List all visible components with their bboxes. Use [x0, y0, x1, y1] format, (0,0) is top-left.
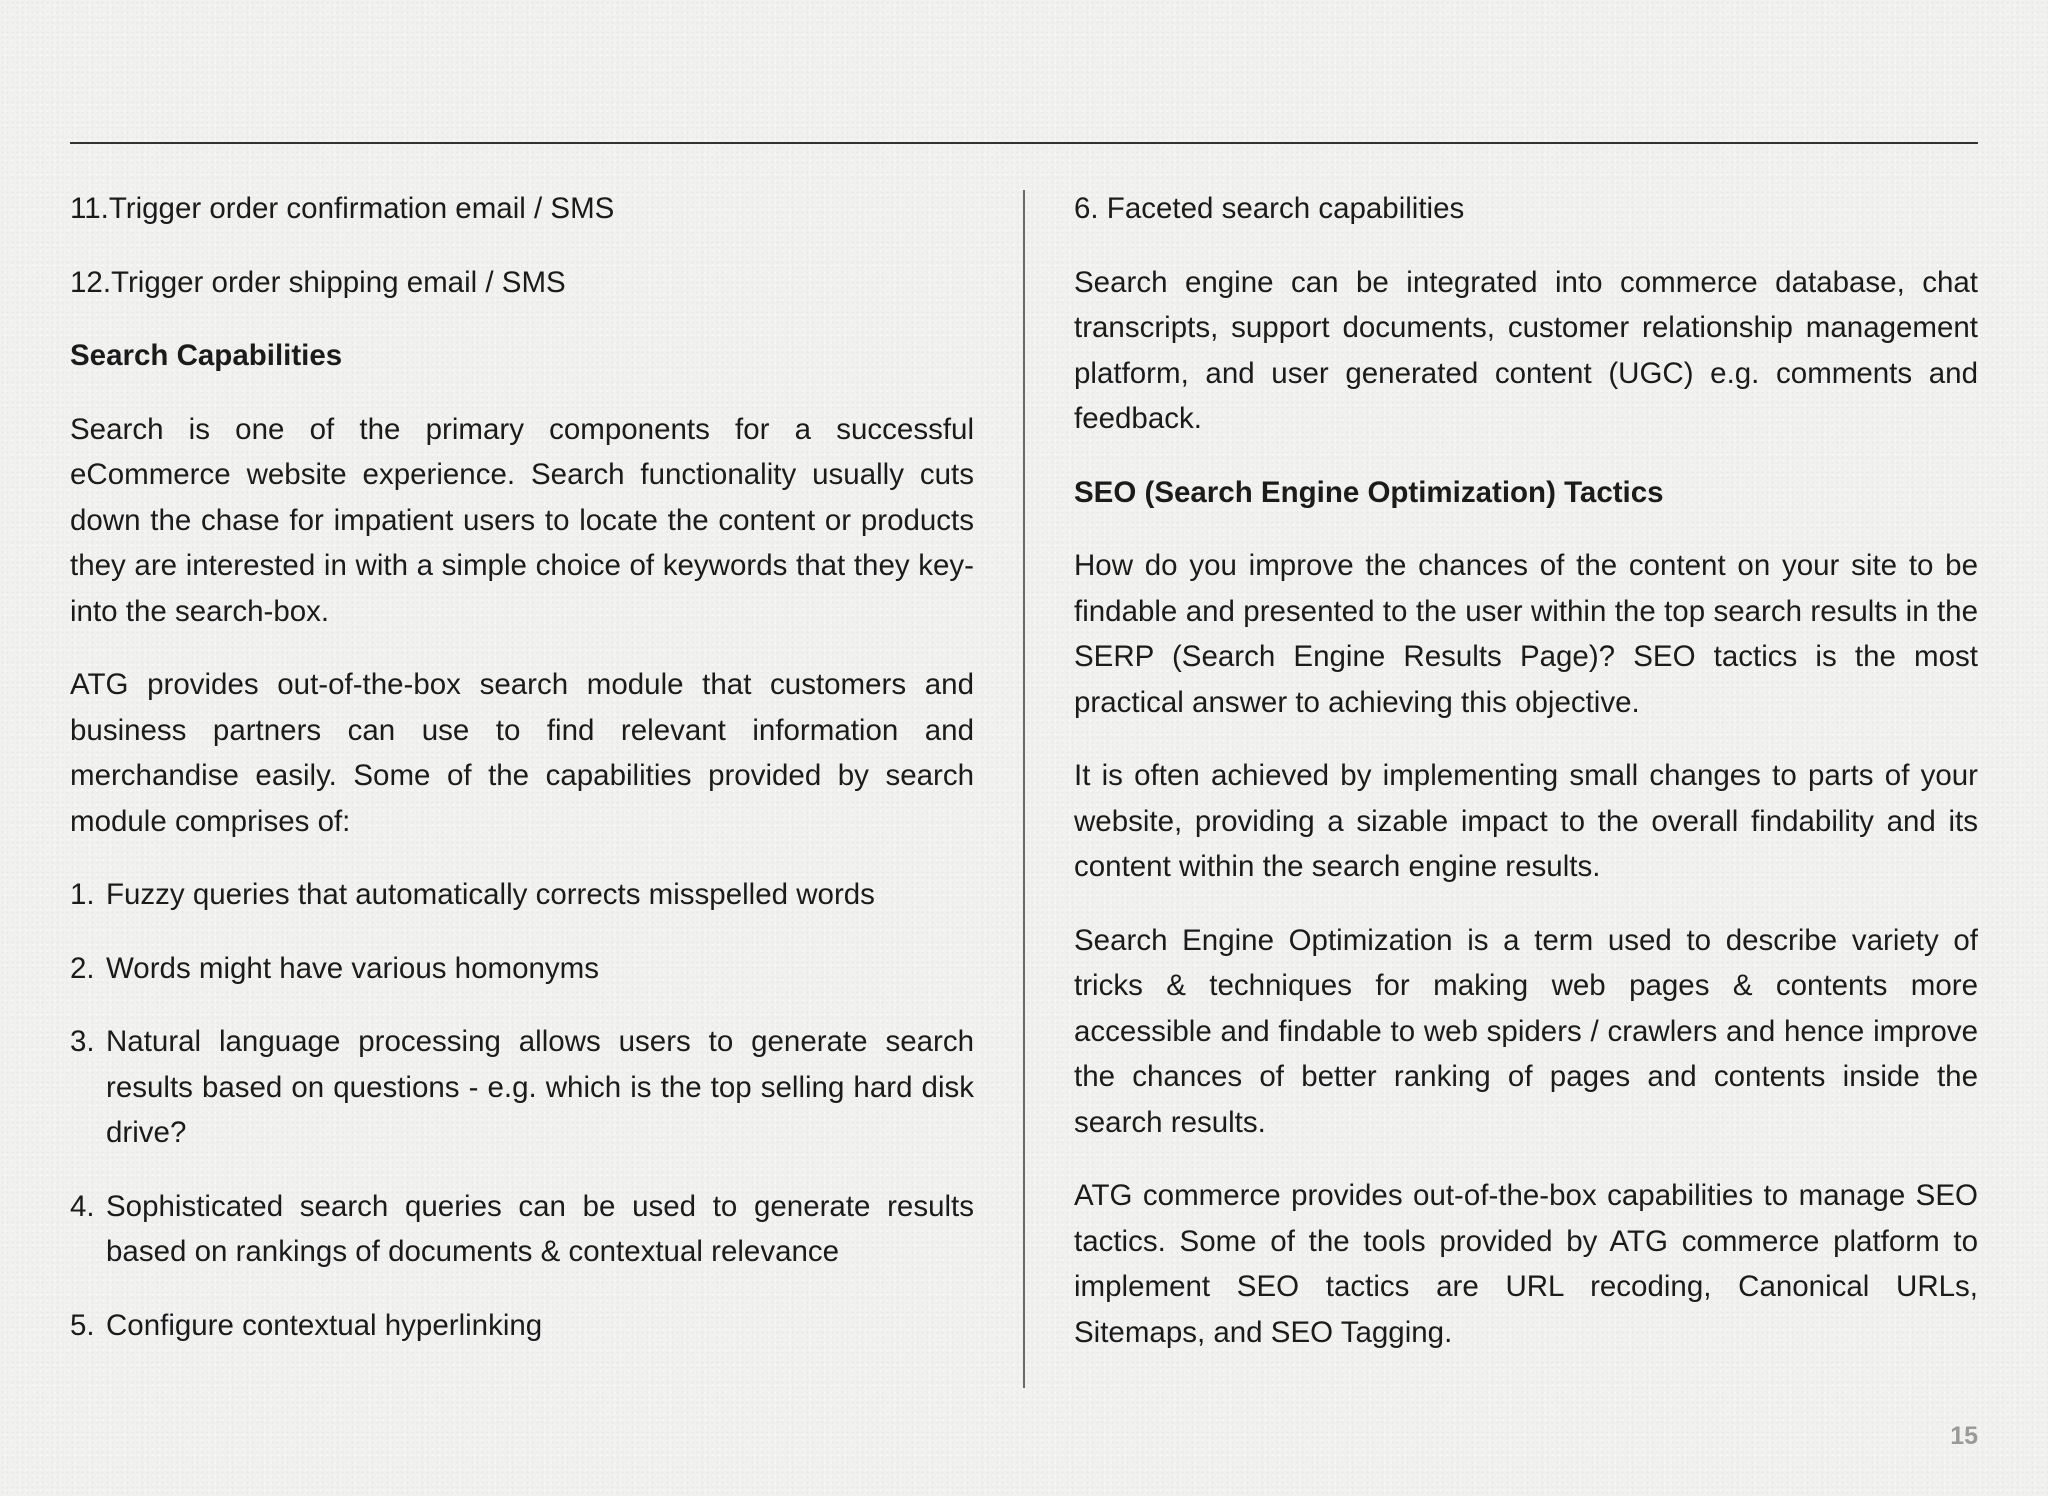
list-item-6: 6. Faceted search capabilities: [1074, 192, 1465, 225]
list-item-number: 3.: [70, 1025, 95, 1058]
list-item-number: 2.: [70, 951, 95, 985]
list-item-number: 12.: [70, 265, 112, 299]
section-heading-seo-tactics: SEO (Search Engine Optimization) Tactics: [1074, 475, 1664, 509]
paragraph: Search Engine Optimization is a term used to describe variety of tricks & techniques for making web pages & contents more accessible and findable to web spiders / crawlers and hence improve the chances of better ranking of pages and contents inside the search results.: [1074, 923, 1978, 1139]
list-item-number: 4.: [70, 1189, 95, 1223]
list-item: [70, 1303, 974, 1349]
paragraph: ATG commerce provides out-of-the-box capabilities to manage SEO tactics. Some of the tools provided by ATG commerce platform to implement SEO tactics are URL recoding, Canonical URLs, Sitemaps, and SEO Tagging.: [1074, 1179, 1978, 1349]
top-rule: [70, 142, 1978, 144]
list-item-11: [70, 186, 974, 232]
paragraph: ATG provides out-of-the-box search module that customers and business partners can use to find relevant information and merchandise easily. Some of the capabilities provided by search module comprises of:: [70, 668, 974, 838]
section-heading-search-capabilities: Search Capabilities: [70, 339, 343, 372]
list-item-text: Trigger order confirmation email / SMS: [108, 192, 615, 225]
list-item-text: Configure contextual hyperlinking: [106, 1308, 543, 1342]
paragraph: Search engine can be integrated into commerce database, chat transcripts, support documents, customer relationship management platform, and user generated content (UGC) e.g. comments and feedback.: [1074, 265, 1978, 435]
list-item-text: Natural language processing allows users to generate search results based on questions - e.g. which is the top selling hard disk drive?: [106, 1025, 974, 1149]
left-column: [70, 186, 974, 1376]
column-divider: [1023, 190, 1025, 1388]
list-item: [70, 872, 974, 918]
list-item: [70, 1019, 974, 1156]
list-item-text: Sophisticated search queries can be used to generate results based on rankings of documents & contextual relevance: [106, 1189, 974, 1268]
list-item-12: [70, 260, 974, 306]
paragraph: Search is one of the primary components for a successful eCommerce website experience. Search functionality usually cuts down the chase for impatient users to locate the content or products they are interested in with a simple choice of keywords that they key-into the search-box.: [70, 412, 974, 628]
list-item-text: Fuzzy queries that automatically corrects misspelled words: [106, 878, 875, 911]
list-item-text: Words might have various homonyms: [106, 951, 599, 985]
list-item: [70, 1184, 974, 1275]
list-item-number: 11.: [70, 192, 109, 225]
list-item-text: Trigger order shipping email / SMS: [111, 265, 566, 299]
list-item: [70, 946, 974, 992]
page-number: 15: [1950, 1422, 1978, 1450]
list-item-number: 1.: [70, 878, 95, 911]
right-column: [1074, 186, 1978, 1383]
paragraph: How do you improve the chances of the content on your site to be findable and presented to the user within the top search results in the SERP (Search Engine Results Page)? SEO tactics is the most practical answer to achieving this objective.: [1074, 549, 1978, 719]
list-item-number: 5.: [70, 1308, 95, 1342]
paragraph: It is often achieved by implementing small changes to parts of your website, providing a sizable impact to the overall findability and its content within the search engine results.: [1074, 759, 1978, 883]
